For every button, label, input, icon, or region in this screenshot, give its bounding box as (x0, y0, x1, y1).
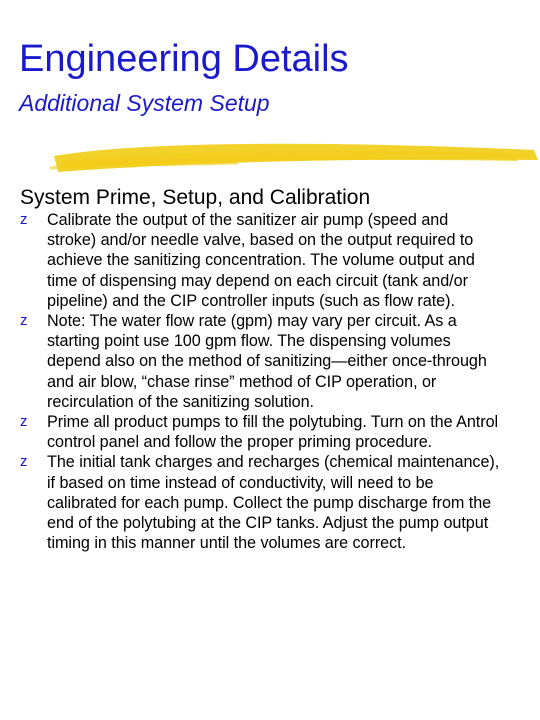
bullet-list (20, 210, 500, 553)
bullet-marker: z (20, 413, 28, 431)
bullet-text: The initial tank charges and recharges (chemical maintenance), if based on time instead of conductivity, will need to be calibrated for each pump. Collect the pump discharge from the end of the polytubing at the CIP tanks. Adjust the pump output timing in this manner until the volumes are correct. (47, 453, 500, 553)
slide-subtitle: Additional System Setup (19, 90, 270, 116)
list-item (20, 311, 500, 412)
list-item (20, 412, 500, 452)
bullet-text: Note: The water flow rate (gpm) may vary per circuit. As a starting point use 100 gpm flow. The dispensing volumes depend also on the method of sanitizing—either once-through and air blow, “chase rinse” method of CIP operation, or recirculation of the sanitizing solution. (47, 312, 487, 411)
bullet-text: Calibrate the output of the sanitizer air pump (speed and stroke) and/or needle valve, based on the output required to achieve the sanitizing concentration. The volume output and time of dispensing may depend on each circuit (tank and/or pipeline) and the CIP controller inputs (such as flow rate). (47, 211, 475, 310)
section-heading: System Prime, Setup, and Calibration (20, 186, 371, 209)
bullet-marker: z (20, 211, 28, 228)
slide-title: Engineering Details (19, 38, 349, 80)
bullet-marker: z (20, 312, 28, 330)
brush-stroke-divider (48, 138, 540, 180)
list-item (20, 210, 500, 311)
list-item (20, 452, 500, 553)
bullet-marker: z (20, 453, 28, 471)
bullet-text: Prime all product pumps to fill the polytubing. Turn on the Antrol control panel and follow the proper priming procedure. (47, 413, 499, 452)
